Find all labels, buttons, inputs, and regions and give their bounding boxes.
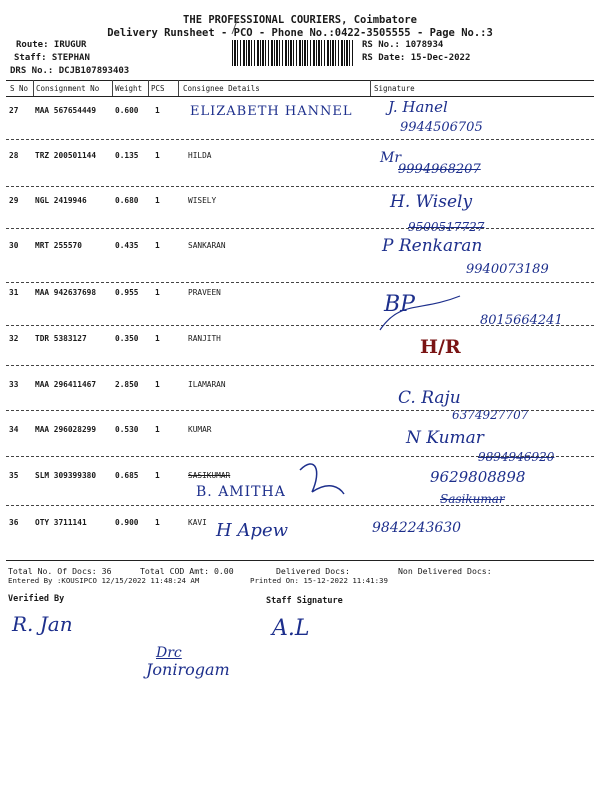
verified-by-label: Verified By: [8, 594, 65, 604]
row-weight: 0.685: [115, 471, 139, 480]
pen-mark: [232, 18, 238, 34]
row-sno: 28: [9, 151, 19, 160]
handwritten-phone: 9842243630: [372, 520, 462, 536]
handwritten-phone: 9629808898: [430, 468, 526, 486]
column-header-signature: Signature: [374, 84, 415, 93]
handwritten-consignee: ELIZABETH HANNEL: [190, 104, 353, 119]
staff-signature: A.L: [272, 616, 310, 641]
row-consignment: MAA 567654449: [35, 106, 97, 115]
row-sno: 27: [9, 106, 19, 115]
handwritten-phone: 8015664241: [480, 313, 563, 328]
row-consignment: SLM 309399380: [35, 471, 97, 480]
row-pcs: 1: [155, 425, 160, 434]
row-pcs: 1: [155, 106, 160, 115]
handwritten-consignee: B. AMITHA: [196, 484, 286, 500]
row-pcs: 1: [155, 288, 160, 297]
delivered-docs: Delivered Docs:: [276, 566, 350, 576]
row-pcs: 1: [155, 241, 160, 250]
printed-on: Printed On: 15-12-2022 11:41:39: [250, 576, 388, 585]
column-header-consignment: Consignment No: [36, 84, 100, 93]
row-consignee: RANJITH: [188, 334, 221, 343]
total-docs: Total No. Of Docs: 36: [8, 566, 112, 576]
rs-date: RS Date: 15-Dec-2022: [362, 53, 471, 63]
column-header-weight: Weight: [115, 84, 143, 93]
handwritten-signature: P Renkaran: [382, 236, 483, 256]
drs-number: DRS No.: DCJB107893403: [10, 66, 130, 76]
column-header-pcs: PCS: [151, 84, 165, 93]
row-consignment: NGL 2419946: [35, 196, 87, 205]
row-pcs: 1: [155, 334, 160, 343]
handwritten-signature: H Apew: [216, 520, 288, 541]
verifier-signature: R. Jan: [12, 612, 73, 636]
handwritten-signature: N Kumar: [406, 428, 484, 448]
handwritten-signature: BP: [384, 292, 415, 317]
drc-signature: Drc: [156, 645, 182, 661]
handwritten-remark: H/R: [420, 336, 461, 358]
staff-label: Staff: STEPHAN: [14, 53, 90, 63]
row-consignee: SASIKUMAR: [188, 471, 231, 480]
row-consignee: KAVI: [188, 518, 207, 527]
row-weight: 0.350: [115, 334, 139, 343]
row-weight: 0.435: [115, 241, 139, 250]
non-delivered-docs: Non Delivered Docs:: [398, 566, 492, 576]
row-consignment: MAA 296411467: [35, 380, 97, 389]
handwritten-signature: H. Wisely: [390, 192, 473, 212]
column-header-sno: S No: [10, 84, 29, 93]
row-weight: 0.135: [115, 151, 139, 160]
row-pcs: 1: [155, 380, 160, 389]
handwritten-phone: 6374927707: [452, 408, 529, 422]
row-consignee: SANKARAN: [188, 241, 226, 250]
handwritten-phone: 9994968207: [398, 162, 481, 177]
row-consignee: PRAVEEN: [188, 288, 221, 297]
total-cod: Total COD Amt: 0.00: [140, 566, 234, 576]
handwritten-phone: 9894946920: [478, 450, 555, 464]
runsheet-title: Delivery Runsheet - PCO - Phone No.:0422-3505555 - Page No.:3: [107, 27, 493, 39]
row-sno: 32: [9, 334, 19, 343]
row-sno: 31: [9, 288, 19, 297]
row-weight: 0.680: [115, 196, 139, 205]
handwritten-phone: 9500517727: [408, 220, 485, 234]
row-sno: 35: [9, 471, 19, 480]
column-header-consignee: Consignee Details: [183, 84, 260, 93]
route-label: Route: IRUGUR: [16, 40, 87, 50]
handwritten-signature: Sasikumar: [440, 492, 505, 506]
row-consignee: WISELY: [188, 196, 217, 205]
row-sno: 33: [9, 380, 19, 389]
row-pcs: 1: [155, 196, 160, 205]
staff-signature-label: Staff Signature: [266, 596, 343, 606]
signature-stroke: [380, 296, 460, 330]
row-sno: 29: [9, 196, 19, 205]
row-weight: 0.955: [115, 288, 139, 297]
row-consignee: KUMAR: [188, 425, 212, 434]
row-weight: 0.900: [115, 518, 139, 527]
row-consignment: MRT 255570: [35, 241, 82, 250]
drc-name-signature: Jonirogam: [146, 660, 230, 679]
row-consignment: OTY 3711141: [35, 518, 87, 527]
signature-stroke: [300, 464, 344, 494]
handwritten-phone: 9944506705: [400, 120, 483, 135]
row-weight: 2.850: [115, 380, 139, 389]
row-pcs: 1: [155, 518, 160, 527]
row-consignment: TDR 5383127: [35, 334, 87, 343]
rs-number: RS No.: 1078934: [362, 40, 444, 50]
row-weight: 0.530: [115, 425, 139, 434]
row-consignee: ILAMARAN: [188, 380, 226, 389]
row-sno: 34: [9, 425, 19, 434]
row-consignment: TRZ 200501144: [35, 151, 97, 160]
handwritten-phone: 9940073189: [466, 262, 549, 277]
row-consignee: HILDA: [188, 151, 212, 160]
handwritten-signature: C. Raju: [398, 388, 461, 408]
row-pcs: 1: [155, 471, 160, 480]
row-consignment: MAA 296028299: [35, 425, 97, 434]
handwritten-signature: Mr: [380, 150, 402, 166]
row-pcs: 1: [155, 151, 160, 160]
company-title: THE PROFESSIONAL COURIERS, Coimbatore: [183, 14, 417, 26]
row-sno: 30: [9, 241, 19, 250]
row-consignment: MAA 942637698: [35, 288, 97, 297]
row-sno: 36: [9, 518, 19, 527]
row-weight: 0.600: [115, 106, 139, 115]
handwritten-signature: J. Hanel: [388, 98, 448, 116]
entered-by: Entered By :KOUSIPCO 12/15/2022 11:48:24 AM: [8, 576, 200, 585]
